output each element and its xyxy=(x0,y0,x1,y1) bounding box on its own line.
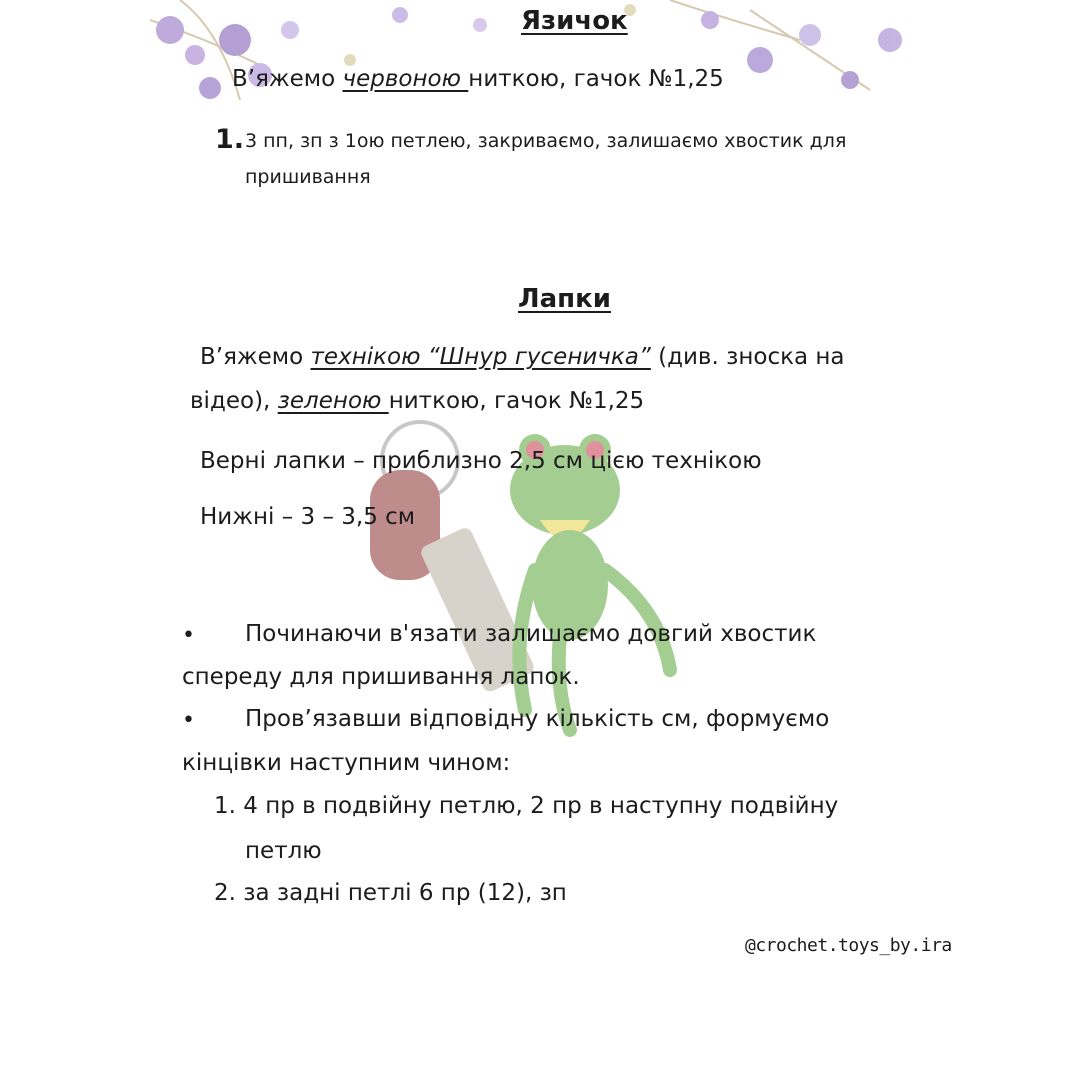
bullet-2-line1: Пров’язавши відповідну кількість см, формуємо xyxy=(245,706,830,732)
tongue-step-number: 1. xyxy=(215,124,245,155)
paws-intro-line2 xyxy=(190,388,644,416)
paws-step-2-line1: 2. за задні петлі 6 пр (12), зп xyxy=(214,880,567,906)
bullet-2-symbol: • xyxy=(182,708,195,733)
tongue-intro xyxy=(232,66,724,94)
author-handle: @crochet.toys_by.ira xyxy=(745,935,952,956)
paws-step-1-line1: 1. 4 пр в подвійну петлю, 2 пр в наступну подвійну xyxy=(214,793,839,819)
bullet-1-symbol: • xyxy=(182,623,195,648)
tongue-step-number-text: 1 xyxy=(215,124,234,155)
tongue-intro-suffix: ниткою, гачок №1,25 xyxy=(468,66,724,92)
paws-lower: Нижні – 3 – 3,5 см xyxy=(200,504,416,530)
paws-upper: Верні лапки – приблизно 2,5 см цією технікою xyxy=(200,448,762,474)
paws-intro-prefix: В’яжемо xyxy=(200,344,311,370)
paws-intro-suffix: (див. зноска на xyxy=(650,344,845,370)
paws-intro-line1 xyxy=(200,344,845,372)
bullet-1-line1: Починаючи в'язати залишаємо довгий хвостик xyxy=(245,621,817,647)
tongue-intro-prefix: В’яжемо xyxy=(232,66,343,92)
paws-step-1-line2: петлю xyxy=(245,838,322,864)
paws-intro2-prefix: відео), xyxy=(190,388,278,414)
tongue-step-line1: 3 пп, зп з 1ою петлею, закриваємо, залишаємо хвостик для xyxy=(245,130,847,152)
bullet-1-line2: спереду для пришивання лапок. xyxy=(182,664,580,690)
paws-intro2-color: зеленою xyxy=(277,388,389,414)
bullet-2-line2: кінцівки наступним чином: xyxy=(182,750,511,776)
paws-intro-technique: технікою “Шнур гусеничка” xyxy=(310,344,651,370)
tongue-heading: Язичок xyxy=(521,6,628,36)
tongue-step-line2: пришивання xyxy=(245,166,371,188)
paws-heading: Лапки xyxy=(518,284,611,314)
paws-intro2-suffix: ниткою, гачок №1,25 xyxy=(388,388,645,414)
tongue-intro-color: червоною xyxy=(342,66,469,92)
